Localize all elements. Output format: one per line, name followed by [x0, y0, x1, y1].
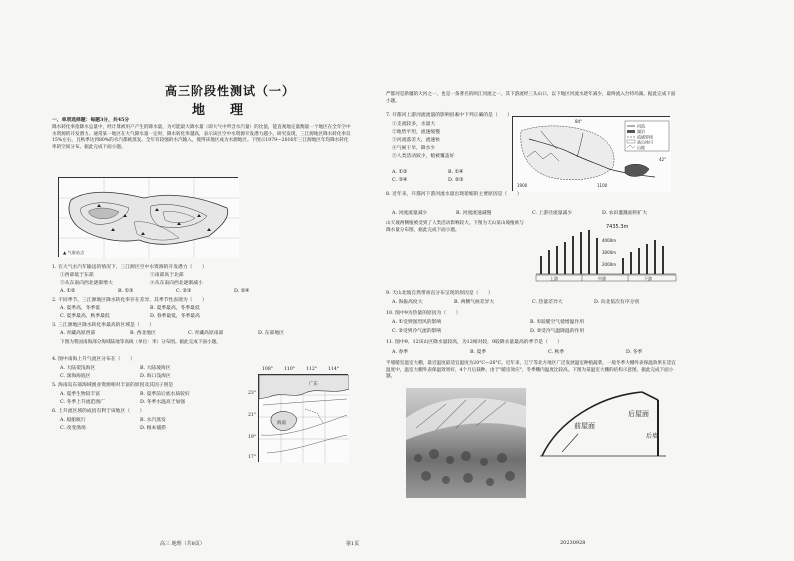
q7-choice-c[interactable]: C. ③④	[392, 178, 408, 183]
q7-item-5: ⑤人类活动较少，植被覆盖好	[392, 154, 455, 159]
profile-cat-upper: 上游	[550, 276, 558, 281]
question-6: 6. 上升流区域的成因有利于该地区（ ）	[52, 409, 145, 414]
question-4: 4. 图中南海上升气流区分布在（ ）	[52, 357, 135, 362]
q2-choice-b[interactable]: B. 夏季最高，冬季最低	[150, 306, 200, 311]
q11-choice-a[interactable]: A. 春季	[392, 350, 409, 355]
q8-choice-c[interactable]: C. 上游径流量减少	[532, 211, 573, 216]
map3-label-1100: 1100	[597, 183, 608, 188]
map3-legend-glacier: 高山冰川	[637, 139, 653, 145]
footer-date: 20230928	[560, 540, 586, 546]
map2-lat-3: 19°	[248, 435, 257, 440]
question-3: 3. 三江源地区降水转化率最高的区域是（ ）	[52, 323, 155, 328]
q7-item-4: ④气候干旱，降水少	[392, 146, 436, 151]
question-5: 5. 海南岛东部海域渔业资源相对丰富的原因及其因子别是	[52, 383, 174, 388]
diagram-label-back-wall: 后墙	[646, 433, 659, 440]
q3-choice-b[interactable]: B. 西北地区	[130, 331, 156, 336]
profile-elev-peak: 7435.3m	[606, 224, 629, 230]
diagram-label-back-roof: 后屋面	[628, 410, 649, 418]
q7-item-2: ②地势平坦，流速缓慢	[392, 130, 440, 135]
q1-choice-a[interactable]: A. ①②	[60, 289, 76, 294]
q8-choice-d[interactable]: D. 农田灌溉面积扩大	[602, 211, 648, 216]
map2-land-label: 海南	[277, 421, 286, 426]
tianshan-profile-svg	[530, 220, 680, 282]
q10-choice-a[interactable]: A. ①受到强烈风的影响	[392, 320, 442, 325]
profile-elev-4000: 4000m	[602, 238, 617, 243]
q9-choice-c[interactable]: C. 热量差异大	[532, 300, 563, 305]
intro-paragraph: 降水转化率指降水总量中，经计算被用户产生的降水量，为可能最大降水量（即大气中所含水汽量）的比值，能直观地定量衡量一个地区在全年空中水资源的开发潜力。通常某一地区在大气降水量一定时，降水转化率越高，表示该区空中水资源开发潜力越小。研究发现，三江源地区降水转化率仅15%左右，且秋季达到80%的水汽都被蒸发。全年有较强的水汽输入，使得该地区成为水源地区。下图示1979—2016年三江源地区年均降水转化率的空间分布。据此完成下面小题。	[52, 125, 351, 150]
q3-choice-a[interactable]: A. 青藏高原西部	[60, 331, 96, 336]
question-11: 11. 图中9、12该山区降水量较高，为12相对较，9较降水量最高的季节是（ ）	[386, 340, 563, 345]
sanjiangyuan-map-svg	[59, 178, 239, 258]
greenhouse-photo-svg	[406, 388, 526, 498]
map3-legend-lake: 湖泊	[637, 129, 645, 134]
q4-choice-a[interactable]: A. 大陆架浅海区	[60, 366, 96, 371]
footer-page: 第1页	[346, 541, 360, 547]
q1-choice-c[interactable]: C. ②③	[176, 289, 192, 294]
q1-choice-b[interactable]: B. ①③	[118, 289, 134, 294]
kaidu-intro: 严都河是新疆的大河之一，也是一条著名的两江河流之一，其下游流经三头山口，以下地区河流水逐年减少，最终流入台特玛湖。据此完成下面小题。	[386, 92, 676, 104]
q11-choice-d[interactable]: D. 冬季	[626, 350, 643, 355]
q11-choice-c[interactable]: C. 秋季	[548, 350, 565, 355]
map2-lat-2: 21°	[248, 413, 257, 418]
q5-choice-b[interactable]: B. 夏季前后底水质较好	[140, 392, 190, 397]
map2-lon-1: 108°	[262, 367, 274, 372]
profile-cat-lower: 下游	[644, 276, 652, 281]
map3-legend-river: 河流	[637, 123, 645, 129]
q3-choice-c[interactable]: C. 青藏高原南部	[188, 331, 224, 336]
question-2: 2. 不同季节，三江源地区降水转化率存在差异，其季节性表现为（ ）	[52, 298, 207, 303]
south-sea-intro: 下图为我国南海部分海域陆地等高线（单位：米）分布图。据此完成下面小题。	[60, 340, 221, 345]
question-8: 8. 近年来，开都河下游河流水量出现萎缩的主要原因是（ ）	[386, 192, 522, 197]
q9-choice-a[interactable]: A. 海拔高度大	[392, 300, 423, 305]
q5-choice-d[interactable]: D. 冬季水温高于加强	[140, 400, 186, 405]
q4-choice-b[interactable]: B. 大陆坡海区	[140, 366, 171, 371]
q4-choice-d[interactable]: D. 海口浅海区	[140, 374, 171, 379]
map2-lon-2: 110°	[284, 367, 296, 372]
q6-choice-d[interactable]: D. 根本捕捞	[140, 426, 166, 431]
q8-choice-a[interactable]: A. 河流流量减少	[392, 211, 428, 216]
q1-option-3: ③从东南向西北逐渐增大	[60, 281, 113, 286]
q5-choice-c[interactable]: C. 冬季上升流范围广	[60, 400, 105, 405]
south-sea-map	[258, 374, 348, 462]
sanjiangyuan-map	[58, 177, 238, 257]
q7-choice-b[interactable]: B. ①④	[448, 170, 464, 175]
map3-label-1900: 1900	[517, 183, 528, 188]
section-heading: 一、单项选择题：每题3分，共45分	[52, 117, 130, 123]
q8-choice-b[interactable]: B. 河流流速减慢	[456, 211, 492, 216]
q1-option-2: ②南部高于北部	[150, 273, 184, 278]
q10-choice-b[interactable]: B. ①较暖空气使增温作用	[530, 320, 585, 325]
q7-item-3: ③河流落差大，流速快	[392, 138, 440, 143]
q9-choice-b[interactable]: B. 两侧气候差异大	[454, 300, 495, 305]
q1-option-1: ①西部低于东部	[60, 273, 94, 278]
tianshan-intro: 山天坡两侧植被受到了人类活动影响较大。下图为天山某山坡植被与降水量分布图，据此完成下面小题。	[386, 221, 524, 233]
map3-legend-boundary: 流域界线	[637, 134, 653, 140]
greenhouse-diagram	[538, 382, 668, 462]
q10-choice-c[interactable]: C. ②受到冷气流的影响	[392, 329, 442, 334]
question-9: 9. 天山北坡自然带垂直分布呈现的原因是（ ）	[386, 291, 493, 296]
greenhouse-intro: 半墙暖室温室大棚，最近温度最适宜温度为20°C—26°C。近年来，辽宁等北方地区广泛发展温室种植蔬菜，一般冬季大棚外表保温效果在适宜温度中，温室大棚外表保温效果好，4个月后栽种。由于"暖房效应"，冬季棚内温度比较高。下图为某温室大棚的结构示意图，据此完成下面小题。	[386, 361, 676, 380]
kaidu-basin-map-svg	[513, 117, 671, 192]
q6-choice-c[interactable]: C. 改变渔场	[60, 426, 86, 431]
map2-lon-3: 112°	[306, 367, 318, 372]
map2-region-label: 广东	[309, 382, 318, 387]
profile-cat-middle: 中游	[598, 276, 606, 281]
tianshan-profile	[530, 220, 680, 282]
map2-lat-4: 17°	[248, 455, 257, 460]
map2-lat-1: 23°	[248, 391, 257, 396]
q2-choice-a[interactable]: A. 夏季高，冬季低	[60, 306, 101, 311]
q6-choice-b[interactable]: B. 水汽蒸发	[140, 418, 166, 423]
diagram-label-front-roof: 前屋面	[574, 422, 595, 430]
profile-elev-3000: 3000m	[602, 250, 617, 255]
greenhouse-diagram-svg	[538, 382, 668, 462]
q10-choice-d[interactable]: D. ②受冷气温降温的作用	[530, 329, 585, 334]
q3-choice-d[interactable]: D. 东部地区	[258, 331, 284, 336]
subject-title: 地 理	[192, 103, 250, 118]
q7-choice-d[interactable]: D. ②③	[448, 178, 464, 183]
greenhouse-photo	[406, 388, 526, 498]
map3-label-lat: 42°	[659, 157, 667, 162]
map3-label-lon: 84°	[575, 119, 583, 124]
profile-elev-2000: 2000m	[602, 262, 617, 267]
q4-choice-c[interactable]: C. 深海海底区	[60, 374, 91, 379]
kaidu-basin-map	[512, 116, 670, 191]
question-7: 7. 开都河上游河流流量的影响因素中下列正确的是（ ）	[386, 113, 513, 118]
q9-choice-d[interactable]: D. 向北依次有序分别	[594, 300, 640, 305]
map3-legend-mountain: 山地	[637, 145, 645, 150]
q11-choice-b[interactable]: B. 夏季	[470, 350, 487, 355]
map1-legend: ▲ 气象站点	[63, 250, 85, 255]
question-10: 10. 图中9为热量的原因为（ ）	[386, 311, 461, 316]
q1-option-4: ④从东南向西北逐渐减小	[150, 281, 203, 286]
q7-choice-a[interactable]: A. ①②	[392, 170, 408, 175]
q2-choice-d[interactable]: D. 春季最低，冬季最高	[150, 314, 200, 319]
q5-choice-a[interactable]: A. 夏季生物较丰富	[60, 392, 101, 397]
south-sea-map-svg	[259, 375, 349, 463]
q6-choice-a[interactable]: A. 船舶航行	[60, 418, 86, 423]
footer-left: 高三 地理（共8页）	[160, 541, 205, 547]
map2-lon-4: 114°	[328, 367, 340, 372]
q7-item-1: ①支流较多，水量大	[392, 122, 436, 127]
question-1: 1. 在大气水汽年输送的情况下，三江源区空中水资源的开发潜力（ ）	[52, 265, 207, 270]
q2-choice-c[interactable]: C. 夏季最高，秋季最低	[60, 314, 110, 319]
q1-choice-d[interactable]: D. ②④	[234, 289, 250, 294]
exam-title: 高三阶段性测试（一）	[165, 84, 296, 98]
